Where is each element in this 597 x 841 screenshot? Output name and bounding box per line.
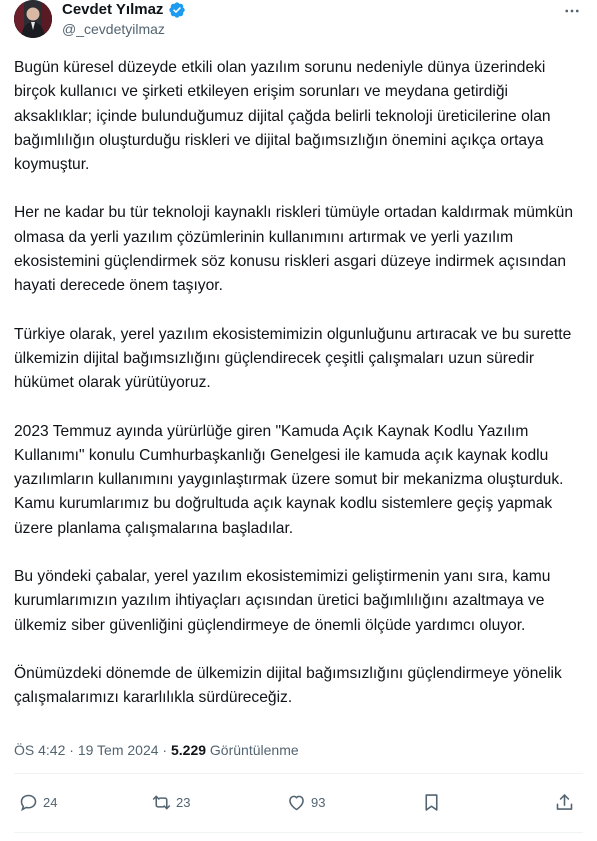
reply-count: 24 bbox=[43, 794, 58, 810]
more-options-icon[interactable] bbox=[563, 2, 581, 20]
tweet-paragraph: 2023 Temmuz ayında yürürlüğe giren "Kamuda Açık Kaynak Kodlu Yazılım Kullanımı" konulu Cumhurbaşkanlığı Genelgesi ile kamuda açık kaynak kodlu yazılımların kullanımını yaygınlaştırmak üzere somut bir mekanizma oluşturduk. Kamu kurumlarımız bu doğrultuda açık kaynak kodlu sistemlere geçiş yapmak üzere planlama çalışmalarına başladılar. bbox=[14, 422, 564, 537]
tweet-paragraph: Türkiye olarak, yerel yazılım ekosistemimizin olgunluğunu artıracak ve bu surette ülkemizin dijital bağımsızlığını güçlendirecek çeşitli çalışmaları uzun süredir hükümet olarak yürütüyoruz. bbox=[14, 325, 572, 392]
bookmark-button[interactable] bbox=[421, 788, 442, 816]
divider bbox=[14, 773, 583, 774]
author-display-name[interactable]: Cevdet Yılmaz bbox=[62, 1, 164, 18]
like-button[interactable] bbox=[286, 788, 325, 816]
tweet-header bbox=[14, 0, 583, 40]
tweet-actions bbox=[14, 788, 583, 816]
views-count: 5.229 bbox=[170, 742, 207, 758]
author-avatar[interactable] bbox=[14, 0, 52, 38]
views-label: Görüntülenme bbox=[209, 742, 299, 758]
meta-separator: · bbox=[162, 742, 168, 758]
like-count: 93 bbox=[311, 794, 326, 810]
reply-icon bbox=[18, 792, 39, 813]
tweet-paragraph: Her ne kadar bu tür teknoloji kaynaklı riskleri tümüyle ortadan kaldırmak mümkün olmasa da yerli yazılım çözümlerinin kullanımını artırmak ve yerli yazılım ekosistemini güçlendirmek söz konusu riskleri asgari düzeye indirmek açısından hayati derecede önem taşıyor. bbox=[14, 204, 574, 295]
retweet-icon bbox=[151, 792, 172, 813]
tweet-date[interactable]: 19 Tem 2024 bbox=[77, 742, 159, 758]
bookmark-icon bbox=[421, 792, 442, 813]
tweet-paragraph: Bu yöndeki çabalar, yerel yazılım ekosistemimizi geliştirmenin yanı sıra, kamu kurumlarımızın yazılım ihtiyaçları açısından üretici bağımlılığını azaltmaya ve ülkemiz siber güvenliğini güçlendirmeye de önemli ölçüde yardımcı oluyor. bbox=[14, 568, 551, 634]
tweet-time[interactable]: ÖS 4:42 bbox=[14, 742, 66, 758]
like-icon bbox=[286, 792, 307, 813]
tweet-paragraph: Önümüzdeki dönemde de ülkemizin dijital bağımsızlığını güçlendirmeye yönelik çalışmalarımızı kararlılıkla sürdüreceğiz. bbox=[14, 664, 562, 707]
tweet-text bbox=[14, 56, 580, 711]
meta-separator: · bbox=[69, 742, 74, 758]
tweet-paragraph: Bugün küresel düzeyde etkili olan yazılım sorunu nedeniyle dünya üzerindeki birçok kullanıcı ve şirketi etkileyen erişim sorunları ve meydana getirdiği aksaklıklar; içinde bulunduğumuz dijital çağda belirli teknoloji üreticilerine olan bağımlılığın oluşturduğu riskleri ve dijital bağımsızlığın önemini açıkça ortaya koymuştur. bbox=[14, 59, 551, 174]
author-handle[interactable]: @_cevdetyilmaz bbox=[62, 21, 165, 37]
reply-button[interactable] bbox=[18, 788, 57, 816]
share-icon bbox=[554, 792, 575, 813]
retweet-button[interactable] bbox=[151, 788, 190, 816]
tweet-meta bbox=[14, 741, 299, 759]
retweet-count: 23 bbox=[176, 794, 191, 810]
verified-badge-icon bbox=[168, 1, 186, 19]
share-button[interactable] bbox=[554, 788, 575, 816]
divider bbox=[14, 832, 583, 833]
